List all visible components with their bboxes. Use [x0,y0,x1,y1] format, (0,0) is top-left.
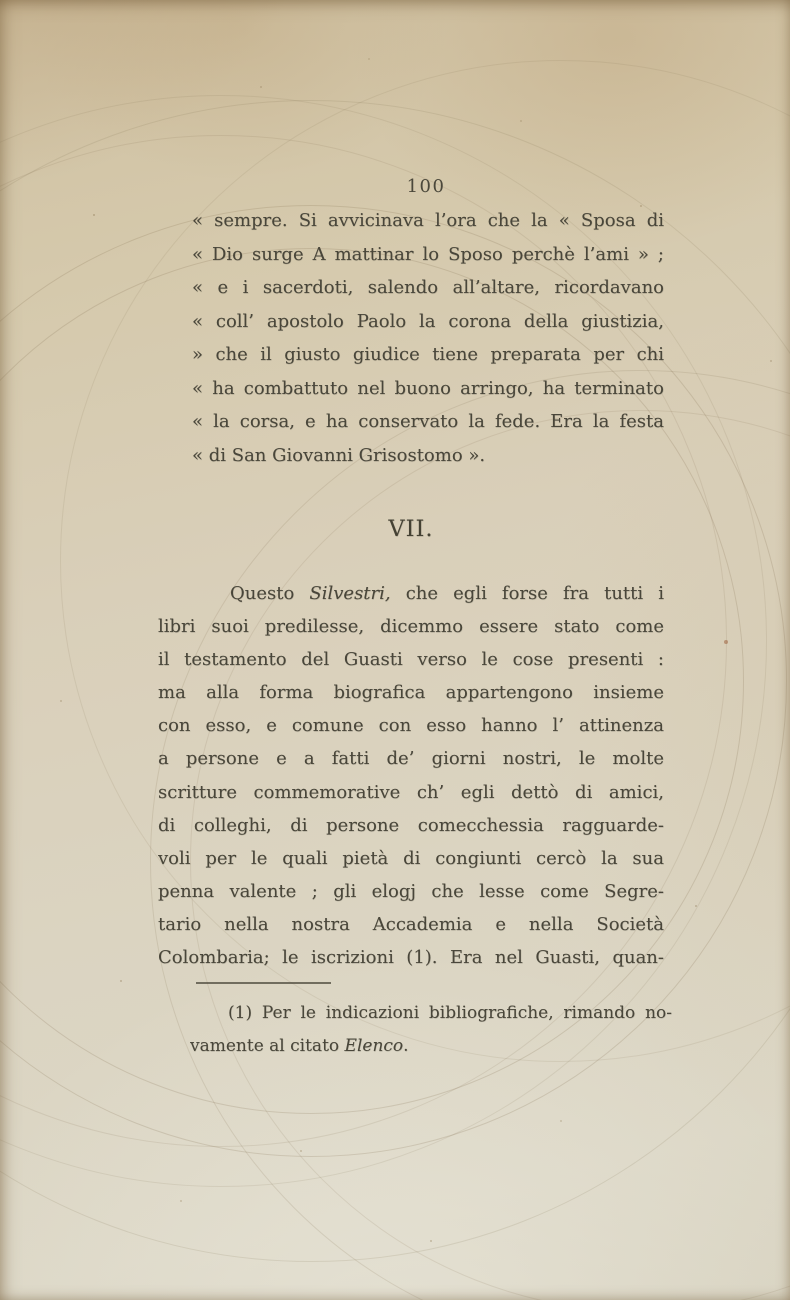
text-line: « sempre. Si avvicinava l’ora che la « Sposa di [192,210,664,231]
text-line: di colleghi, di persone comecchessia ragguarde- [158,814,664,836]
text-line: il testamento del Guasti verso le cose presenti : [158,649,664,671]
page-number: 100 [406,176,446,197]
text-line: tario nella nostra Accademia e nella Società [158,913,664,935]
text-line: a persone e a fatti de’ giorni nostri, le molte [158,748,664,770]
text-line: Colombaria; le iscrizioni (1). Era nel Guasti, quan- [158,947,664,969]
text-line: « coll’ apostolo Paolo la corona della giustizia, [192,310,664,332]
text-line: ma alla forma biografica appartengono insieme [158,682,664,704]
text-line: voli per le quali pietà di congiunti cercò la sua [158,847,664,869]
text-line: penna valente ; gli elogj che lesse come Segre- [158,880,664,902]
footnote-divider [196,982,331,984]
section-heading: VII. [388,516,434,542]
footnote [190,997,672,1062]
text-line: « Dio surge A mattinar lo Sposo perchè l’ami » ; [192,243,664,265]
text-line: con esso, e comune con esso hanno l’ attinenza [158,715,664,737]
text-line: « di San Giovanni Grisostomo ». [192,444,486,466]
paper-specks [0,0,2,2]
text-line: (1) Per le indicazioni bibliografiche, rimando no- [228,1003,672,1023]
text-line: scritture commemorative ch’ egli dettò di amici, [158,781,664,803]
text-line: vamente al citato Elenco. [190,1035,409,1056]
text-line: « e i sacerdoti, salendo all’altare, ricordavano [192,277,664,298]
text-line: libri suoi predilesse, dicemmo essere stato come [158,616,664,638]
body-paragraph [158,577,664,974]
quote-paragraph [192,204,664,472]
text-line: » che il giusto giudice tiene preparata per chi [192,344,664,365]
text-line: « ha combattuto nel buono arringo, ha terminato [192,377,664,399]
text-line: Questo Silvestri, che egli forse fra tutti i [230,583,664,604]
text-line: « la corsa, e ha conservato la fede. Era la festa [192,411,664,432]
